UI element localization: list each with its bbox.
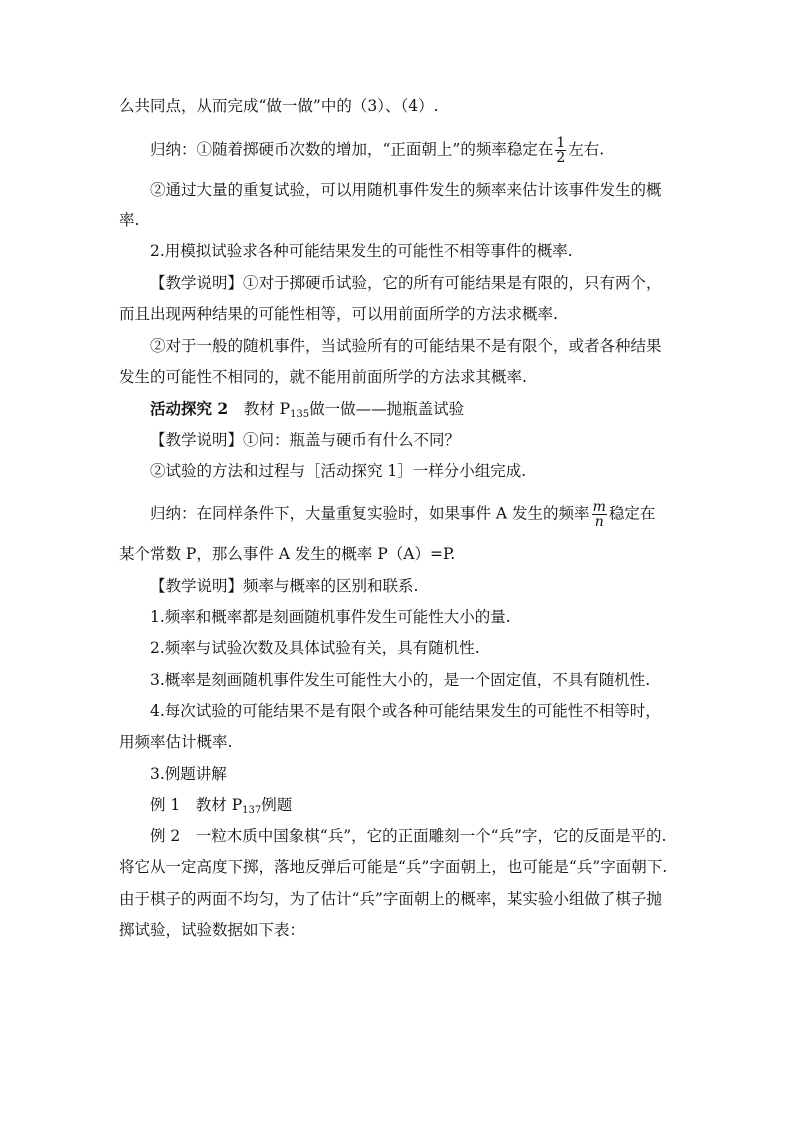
activity-text: 教材 P [243, 400, 291, 418]
example-2c: 由于棋子的两面不均匀，为了估计“兵”字面朝上的概率，某实验小组做了棋子抛 [119, 890, 662, 908]
example-2a: 例 2 一粒木质中国象棋“兵”，它的正面雕刻一个“兵”字，它的反面是平的. [150, 827, 667, 845]
teaching-note-2a: ②对于一般的随机事件，当试验所有的可能结果不是有限个，或者各种结果 [150, 337, 662, 355]
example-1 [150, 795, 674, 821]
section-heading-2: 2.用模拟试验求各种可能结果发生的可能性不相等事件的概率. [150, 242, 573, 260]
fraction-numerator: 1 [556, 135, 566, 151]
list-item-1: 1.频率和概率都是刻画随机事件发生可能性大小的量. [150, 608, 511, 626]
list-item-2: 2.频率与试验次数及具体试验有关，具有随机性. [150, 639, 480, 657]
list-item-4a: 4.每次试验的可能结果不是有限个或各种可能结果发生的可能性不相等时， [150, 702, 661, 720]
example-2b: 将它从一定高度下掷，落地反弹后可能是“兵”字面朝上，也可能是“兵”字面朝下. [119, 858, 668, 876]
example-1-text: 例 1 教材 P [150, 796, 243, 814]
teaching-note-1a: 【教学说明】①对于掷硬币试验，它的所有可能结果是有限的，只有两个， [150, 274, 662, 292]
summary-paragraph-1 [150, 136, 674, 165]
summary-paragraph-2a: ②通过大量的重复试验，可以用随机事件发生的频率来估计该事件发生的概 [150, 181, 662, 199]
summary-text: 归纳：在同样条件下，大量重复实验时，如果事件 A 发生的频率 [150, 504, 590, 523]
summary-paragraph-2b: 率. [119, 211, 140, 229]
section-heading-3: 3.例题讲解 [150, 765, 227, 783]
fraction-denominator: 2 [556, 150, 566, 166]
summary-paragraph-3b: 某个常数 P，那么事件 A 发生的概率 P（A）=P. [119, 545, 456, 563]
teaching-note-1b: 而且出现两种结果的可能性相等，可以用前面所学的方法求概率. [119, 305, 558, 323]
fraction-numerator: m [592, 499, 606, 515]
page-subscript: 135 [290, 409, 310, 420]
summary-text-end: 稳定在 [608, 504, 656, 523]
example-2d: 掷试验，试验数据如下表： [119, 921, 306, 939]
paragraph-continuation: 么共同点，从而完成“做一做”中的（3）、（4）. [119, 97, 439, 115]
summary-paragraph-3 [150, 500, 674, 529]
fraction-denominator: n [594, 514, 604, 530]
teaching-note-4: ②试验的方法和过程与［活动探究 1］一样分小组完成. [150, 462, 527, 480]
teaching-note-5: 【教学说明】频率与概率的区别和联系. [150, 577, 419, 595]
summary-text: 归纳：①随着掷硬币次数的增加，“正面朝上”的频率稳定在 [150, 140, 554, 159]
activity-title: 做一做——抛瓶盖试验 [309, 400, 465, 418]
list-item-3: 3.概率是刻画随机事件发生可能性大小的，是一个固定值，不具有随机性. [150, 671, 651, 689]
activity-label: 活动探究 2 [150, 399, 229, 418]
teaching-note-3: 【教学说明】①问：瓶盖与硬币有什么不同？ [150, 431, 461, 449]
teaching-note-2b: 发生的可能性不相同的，就不能用前面所学的方法求其概率. [119, 368, 527, 386]
summary-text-end: 左右. [568, 140, 605, 159]
example-1-end: 例题 [261, 796, 293, 814]
fraction-one-half [555, 136, 566, 165]
fraction-m-over-n [592, 500, 607, 529]
page-subscript: 137 [242, 805, 262, 816]
activity-heading [150, 399, 674, 425]
list-item-4b: 用频率估计概率. [119, 733, 233, 751]
